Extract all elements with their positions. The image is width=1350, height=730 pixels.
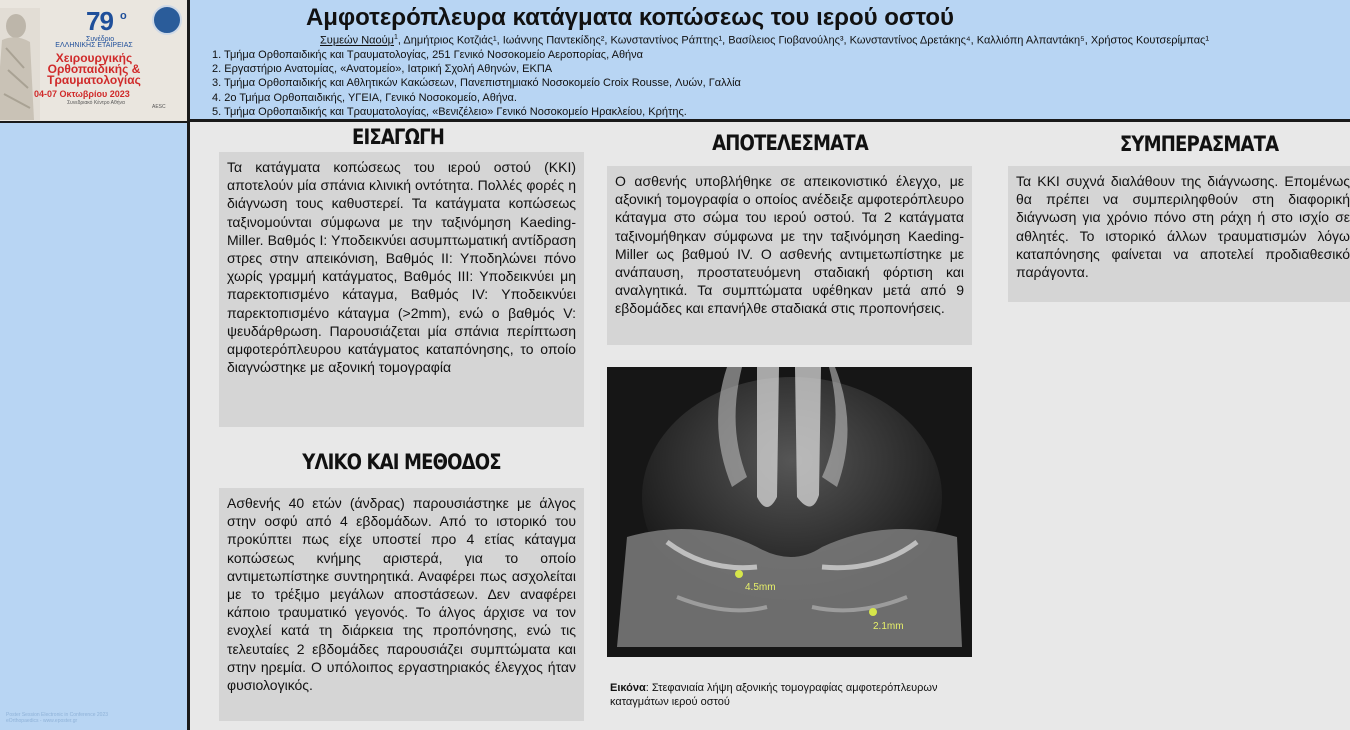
methods-text: Ασθενής 40 ετών (άνδρας) παρουσιάστηκε με άλγος στην οσφύ από 4 εβδομάδων. Από το ιστορικό του προκύπτει πως είχε υποστεί προ 4 ετίας κάταγμα κοπώσεως κνήμης αριστερά, για το οποίο αντιμετωπίστηκε συντηρητικά. Αναφέρει πως ασχολείται με το τρέξιμο μεγάλων αποστάσεων. Δεν αναφέρει κάποιο τραυματικό γεγονός. Το άλγος άρχισε να τον ενοχλεί κατά τη διάρκεια της προπόνησης, ενώ τις τελευταίες 2 εβδομάδες παρουσιάζει συμπτώματα και στην ηρεμία. Ο υπόλοιπος εργαστηριακός έλεγχος ήταν φυσιολογικός.	[219, 488, 584, 721]
fracture-measure-right: 2.1mm	[873, 621, 904, 632]
affiliation-item: 2. Εργαστήριο Ανατομίας, «Ανατομείο», Ιατρική Σχολή Αθηνών, ΕΚΠΑ	[212, 63, 553, 76]
partner-logo: AESC	[152, 104, 166, 110]
author-list	[190, 34, 1350, 47]
affiliation-item: 5. Τμήμα Ορθοπαιδικής και Τραυματολογίας, «Βενιζέλειο» Γενικό Νοσοκομείο Ηρακλείου, Κρήτης.	[212, 105, 687, 118]
intro-heading: ΕΙΣΑΓΩΓΗ	[352, 125, 444, 149]
logo-title-line3: Τραυματολογίας	[47, 73, 141, 87]
results-heading: ΑΠΟΤΕΛΕΣΜΑΤΑ	[712, 131, 868, 155]
results-text: Ο ασθενής υποβλήθηκε σε απεικονιστικό έλεγχο, με αξονική τομογραφία ο οποίος ανέδειξε αμφοτερόπλευρο κάταγμα στο σώμα του ιερού οστού. Τα 2 κατάγματα ταξινομήθηκαν σύμφωνα με την ταξινόμηση Kaeding-Miller ως βαθμού IV. Ο ασθενής αντιμετωπίστηκε με ανάπαυση, προστατευόμενη σταδιακή φόρτιση και αναλγητικά. Τα συμπτώματα υφέθηκαν μετά από 9 εβδομάδες και επανήλθε σταδιακά στις προπονήσεις.	[607, 166, 972, 345]
conference-label: Συνέδριο	[86, 36, 115, 43]
logo-title-line2: Ορθοπαιδικής &	[47, 62, 141, 76]
fracture-marker-right	[869, 608, 877, 616]
affiliation-item: 1. Τμήμα Ορθοπαιδικής και Τραυματολογίας, 251 Γενικό Νοσοκομείο Αεροπορίας, Αθήνα	[212, 49, 644, 61]
conference-logo	[0, 0, 187, 123]
first-author-affil: 1	[393, 34, 398, 41]
methods-heading: ΥΛΙΚΟ ΚΑΙ ΜΕΘΟΔΟΣ	[302, 450, 501, 474]
ct-scan-image	[607, 367, 972, 657]
conference-number: 79	[86, 6, 113, 36]
society-seal-icon	[152, 5, 182, 35]
sidebar-footer	[6, 712, 108, 724]
sidebar-footer-line1: Poster Session Electronic in Conference 2023	[6, 712, 109, 718]
caption-label: Εικόνα	[610, 682, 646, 694]
fracture-marker-left	[735, 570, 743, 578]
conclusions-heading: ΣΥΜΠΕΡΑΣΜΑΤΑ	[1119, 132, 1279, 156]
conference-venue: Συνεδριακό Κέντρο Αθήνα	[67, 100, 125, 106]
conference-dates: 04-07 Οκτωβρίου 2023	[34, 89, 130, 99]
first-author: Συμεών Ναούμ	[320, 34, 394, 47]
conference-number-sup: ο	[120, 10, 127, 22]
intro-text: Τα κατάγματα κοπώσεως του ιερού οστού (ΚΚΙ) αποτελούν μία σπάνια κλινική οντότητα. Πολλές φορές η διάγνωση τους καθυστερεί. Τα κατάγματα κοπώσεως ταξινομούνται σύμφωνα με την ταξινόμηση Kaeding-Miller. Βαθμός Ι: Υποδεικνύει ασυμπτωματική αντίδραση στρες στην απεικόνιση, Βαθμός ΙΙ: Υποδηλώνει πόνο χωρίς γραμμή κατάγματος, Βαθμός ΙΙΙ: Υποδεικνύει μη παρεκτοπισμένο κάταγμα, Βαθμός IV: Υποδεικνύει παρεκτοπισμένο κάταγμα (>2mm), ενώ ο βαθμός V: ψευδάρθρωση. Παρουσιάζεται μία σπάνια περίπτωση αμφοτερόπλευρου κατάγματος καταπόνησης, το οποίο διαγνώστηκε με αξονική τομογραφία	[219, 152, 584, 427]
fracture-measure-left: 4.5mm	[745, 582, 776, 593]
other-authors: , Δημήτριος Κοτζιάς¹, Ιωάννης Παντεκίδης², Κωνσταντίνος Ράπτης¹, Βασίλειος Γιοβανούλης³, Κωνσταντίνος Δρετάκης⁴, Καλλιόπη Αλπαντάκη⁵, Χρήστος Κουτσερίμπας¹	[397, 34, 1210, 47]
sidebar	[0, 0, 190, 730]
affiliation-list	[212, 48, 741, 119]
poster-header	[190, 0, 1350, 122]
caption-text: : Στεφανιαία λήψη αξονικής τομογραφίας αμφοτερόπλευρων καταγμάτων ιερού οστού	[610, 682, 938, 708]
affiliation-item: 3. Τμήμα Ορθοπαιδικής και Αθλητικών Κακώσεων, Πανεπιστημιακό Νοσοκομείο Croix Rousse, Λυών, Γαλλία	[212, 77, 741, 90]
conclusions-text: Τα ΚΚΙ συχνά διαλάθουν της διάγνωσης. Επομένως θα πρέπει να συμπεριληφθούν στη διαφορική διάγνωση για χρόνιο πόνο στη ράχη ή στο ισχίο σε αθλητές. Το ιστορικό άλλων τραυματισμών λόγω καταπόνησης φαίνεται να αποτελεί προδιαθεσικό παράγοντα.	[1008, 166, 1350, 302]
affiliation-item: 4. 2ο Τμήμα Ορθοπαιδικής, ΥΓΕΙΑ, Γενικό Νοσοκομείο, Αθήνα.	[212, 91, 517, 104]
image-caption	[610, 681, 980, 709]
logo-title-line1: Χειρουργικής	[55, 51, 133, 65]
sidebar-footer-line2: eOrthopaedics - www.eposter.gr	[6, 718, 78, 724]
society-label: ΕΛΛΗΝΙΚΗΣ ΕΤΑΙΡΕΙΑΣ	[55, 42, 133, 49]
poster-title: Αμφοτερόπλευρα κατάγματα κοπώσεως του ιερού οστού	[305, 4, 955, 31]
poster-body	[190, 122, 1350, 730]
